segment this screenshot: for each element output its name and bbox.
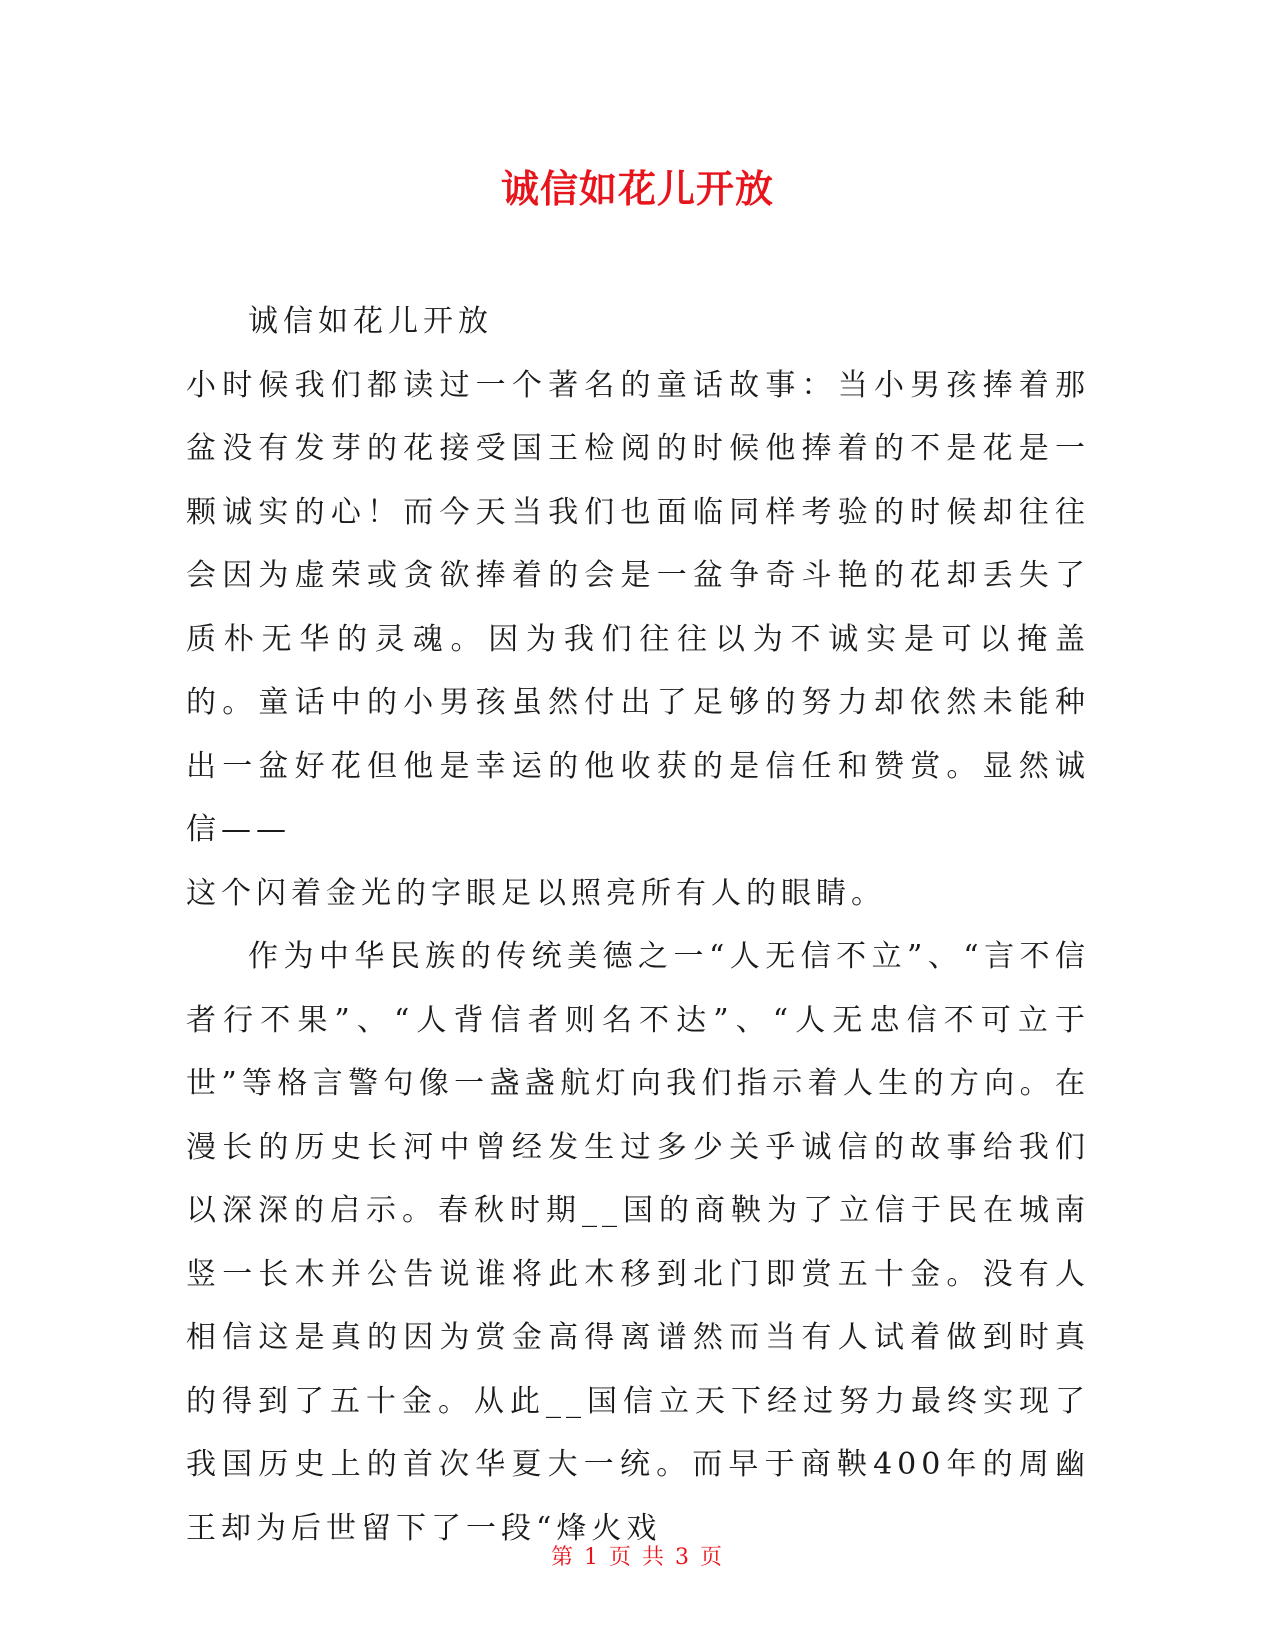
page-title: 诚信如花儿开放 (500, 167, 774, 211)
document-body (186, 290, 1090, 1560)
paragraph-traditional-virtue: 作为中华民族的传统美德之一“人无信不立”、“言不信者行不果”、“人背信者则名不达”、“人无忠信不可立于世”等格言警句像一盏盏航灯向我们指示着人生的方向。在漫长的历史长河中曾经发生过多少关乎诚信的故事给我们以深深的启示。春秋时期__国的商鞅为了立信于民在城南竖一长木并公告说谁将此木移到北门即赏五十金。没有人相信这是真的因为赏金高得离谱然而当有人试着做到时真的得到了五十金。从此__国信立天下经过努力最终实现了我国历史上的首次华夏大一统。而早于商鞅400年的周幽王却为后世留下了一段“烽火戏 (186, 939, 1090, 1546)
page-number-footer: 第 1 页 共 3 页 (551, 1545, 724, 1570)
paragraph-fairy-tale: 小时候我们都读过一个著名的童话故事：当小男孩捧着那盆没有发芽的花接受国王检阅的时候他捧着的不是花是一颗诚实的心！而今天当我们也面临同样考验的时候却往往会因为虚荣或贪欲捧着的会是一盆争奇斗艳的花却丢失了质朴无华的灵魂。因为我们往往以为不诚实是可以掩盖的。童话中的小男孩虽然付出了足够的努力却依然未能种出一盆好花但他是幸运的他收获的是信任和赞赏。显然诚信—— (186, 367, 1090, 847)
paragraph-golden-word: 这个闪着金光的字眼足以照亮所有人的眼睛。 (186, 875, 886, 911)
paragraph-subtitle: 诚信如花儿开放 (248, 304, 493, 339)
